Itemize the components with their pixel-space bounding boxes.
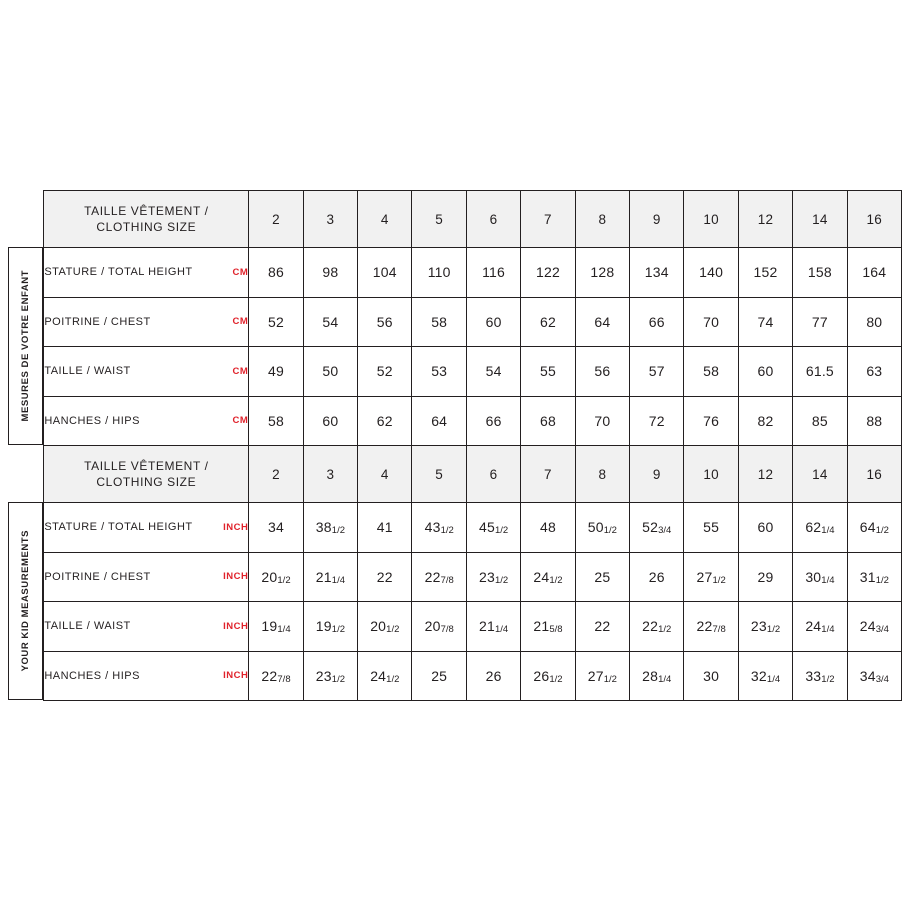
measurement-value: 88 [847, 396, 901, 446]
measurement-row-label [44, 297, 249, 347]
value-whole: 48 [539, 519, 556, 536]
value-whole: 25 [431, 667, 448, 684]
value-fraction: 1/2 [331, 624, 345, 636]
table-row [44, 396, 902, 446]
size-header-cell: 3 [303, 191, 357, 248]
measurement-value: 62 [521, 297, 575, 347]
measurement-value: 77 [793, 297, 847, 347]
measurement-value: 60 [303, 396, 357, 446]
measurement-unit: INCH [223, 670, 249, 682]
value-whole: 22 [696, 618, 713, 635]
measurement-value: 134 [630, 248, 684, 298]
value-fraction: 1/4 [494, 624, 509, 636]
value-whole: 27 [696, 568, 713, 585]
measurement-value [738, 552, 792, 602]
measurement-value: 57 [630, 347, 684, 397]
value-whole: 45 [478, 519, 495, 536]
measurement-value [521, 503, 575, 553]
measurement-value: 54 [303, 297, 357, 347]
measurement-value: 80 [847, 297, 901, 347]
size-header-cell: 8 [575, 191, 629, 248]
measurement-value: 64 [412, 396, 466, 446]
measurement-value: 140 [684, 248, 738, 298]
table-row [44, 297, 902, 347]
value-fraction: 1/4 [821, 525, 835, 537]
value-fraction: 1/2 [440, 525, 454, 537]
measurement-value [521, 552, 575, 602]
size-header-cell: 10 [684, 446, 738, 503]
value-fraction: 1/2 [386, 624, 400, 636]
value-fraction: 1/4 [277, 624, 291, 636]
value-fraction: 1/2 [603, 673, 617, 685]
value-whole: 24 [370, 667, 387, 684]
measurement-value [738, 503, 792, 553]
measurement-value [249, 552, 303, 602]
measurement-value: 68 [521, 396, 575, 446]
value-whole: 20 [424, 618, 441, 635]
measurement-value: 110 [412, 248, 466, 298]
measurement-value: 66 [466, 396, 520, 446]
measurement-value [412, 602, 466, 652]
measurement-value [847, 552, 901, 602]
size-header-cell: 10 [684, 191, 738, 248]
measurement-value: 85 [793, 396, 847, 446]
measurement-value: 164 [847, 248, 901, 298]
value-fraction: 7/8 [440, 624, 454, 636]
measurement-value [575, 552, 629, 602]
value-whole: 64 [859, 519, 876, 536]
value-fraction: 1/2 [549, 574, 563, 586]
measurement-value [412, 552, 466, 602]
measurement-value [466, 552, 520, 602]
value-whole: 22 [424, 568, 441, 585]
size-header-cell: 2 [249, 446, 303, 503]
measurement-value: 158 [793, 248, 847, 298]
measurement-value [684, 552, 738, 602]
side-label-column [8, 190, 43, 701]
clothing-size-header-label: TAILLE VÊTEMENT / CLOTHING SIZE [44, 446, 249, 503]
measurement-name: HANCHES / HIPS [44, 414, 140, 427]
value-whole: 33 [805, 667, 822, 684]
value-fraction: 1/2 [875, 574, 889, 586]
measurement-value [358, 503, 412, 553]
value-whole: 60 [757, 519, 774, 536]
side-label-text: YOUR KID MEASUREMENTS [20, 530, 32, 672]
measurement-value [847, 651, 901, 701]
measurement-unit: CM [232, 365, 249, 377]
measurement-unit: CM [232, 266, 249, 278]
table-row [44, 248, 902, 298]
value-whole: 29 [757, 568, 774, 585]
measurement-value: 64 [575, 297, 629, 347]
measurement-name: POITRINE / CHEST [44, 315, 151, 328]
size-header-cell: 6 [466, 191, 520, 248]
value-fraction: 1/2 [494, 574, 509, 586]
measurement-value: 70 [575, 396, 629, 446]
measurement-value [303, 602, 357, 652]
size-chart-table [43, 190, 902, 701]
measurement-value: 128 [575, 248, 629, 298]
value-whole: 23 [315, 667, 332, 684]
value-fraction: 1/4 [331, 574, 345, 586]
measurement-value [358, 552, 412, 602]
value-whole: 50 [587, 519, 604, 536]
side-label-kid-measurements-fr [8, 247, 43, 445]
measurement-unit: CM [232, 316, 249, 328]
value-fraction: 1/2 [603, 525, 617, 537]
measurement-value: 61.5 [793, 347, 847, 397]
value-fraction: 1/2 [658, 624, 672, 636]
value-fraction: 3/4 [658, 525, 672, 537]
measurement-value: 66 [630, 297, 684, 347]
value-whole: 22 [642, 618, 659, 635]
measurement-value [738, 602, 792, 652]
size-header-cell: 3 [303, 446, 357, 503]
size-header-cell: 4 [358, 191, 412, 248]
measurement-value: 58 [412, 297, 466, 347]
side-label-kid-measurements-en [8, 502, 43, 700]
measurement-value: 152 [738, 248, 792, 298]
measurement-value [630, 602, 684, 652]
value-whole: 55 [703, 519, 720, 536]
size-header-cell: 16 [847, 446, 901, 503]
measurement-value: 104 [358, 248, 412, 298]
value-fraction: 1/2 [875, 525, 889, 537]
measurement-row-label [44, 651, 249, 701]
measurement-value: 54 [466, 347, 520, 397]
value-fraction: 7/8 [440, 574, 454, 586]
value-whole: 19 [261, 618, 278, 635]
measurement-value [575, 651, 629, 701]
measurement-value [303, 552, 357, 602]
measurement-unit: CM [232, 415, 249, 427]
measurement-value: 116 [466, 248, 520, 298]
value-whole: 21 [533, 618, 550, 635]
value-whole: 30 [805, 568, 822, 585]
measurement-value: 56 [358, 297, 412, 347]
measurement-value: 58 [249, 396, 303, 446]
measurement-value: 70 [684, 297, 738, 347]
size-header-cell: 2 [249, 191, 303, 248]
value-fraction: 1/2 [331, 525, 345, 537]
measurement-value [466, 503, 520, 553]
size-header-cell: 9 [630, 191, 684, 248]
measurement-value: 122 [521, 248, 575, 298]
measurement-value: 62 [358, 396, 412, 446]
value-whole: 27 [587, 667, 604, 684]
value-fraction: 7/8 [712, 624, 726, 636]
measurement-value [249, 651, 303, 701]
value-fraction: 1/2 [549, 673, 563, 685]
measurement-value [358, 651, 412, 701]
measurement-value [466, 602, 520, 652]
value-whole: 41 [376, 519, 393, 536]
value-whole: 20 [370, 618, 387, 635]
measurement-value [521, 602, 575, 652]
measurement-value [303, 651, 357, 701]
measurement-name: STATURE / TOTAL HEIGHT [44, 266, 193, 279]
value-whole: 23 [750, 618, 767, 635]
measurement-unit: INCH [223, 521, 249, 533]
measurement-value [412, 503, 466, 553]
measurement-value: 52 [358, 347, 412, 397]
measurement-value: 56 [575, 347, 629, 397]
value-fraction: 3/4 [875, 673, 889, 685]
measurement-value: 60 [466, 297, 520, 347]
size-header-cell: 5 [412, 191, 466, 248]
size-header-row [44, 446, 902, 503]
measurement-value: 98 [303, 248, 357, 298]
measurement-name: HANCHES / HIPS [44, 669, 140, 682]
size-header-cell: 7 [521, 191, 575, 248]
clothing-size-header-label: TAILLE VÊTEMENT / CLOTHING SIZE [44, 191, 249, 248]
value-whole: 26 [648, 568, 665, 585]
measurement-value [684, 503, 738, 553]
measurement-value: 60 [738, 347, 792, 397]
value-fraction: 1/4 [821, 624, 835, 636]
measurement-value: 53 [412, 347, 466, 397]
value-fraction: 1/4 [766, 673, 781, 685]
value-fraction: 1/2 [766, 624, 781, 636]
measurement-value [847, 503, 901, 553]
measurement-value [575, 602, 629, 652]
measurement-value [575, 503, 629, 553]
value-whole: 22 [261, 667, 278, 684]
value-whole: 21 [315, 568, 332, 585]
measurement-value [303, 503, 357, 553]
measurement-value: 82 [738, 396, 792, 446]
measurement-value [412, 651, 466, 701]
value-fraction: 7/8 [277, 673, 291, 685]
value-fraction: 1/2 [494, 525, 509, 537]
value-fraction: 1/2 [331, 673, 345, 685]
measurement-value [630, 552, 684, 602]
measurement-value [684, 651, 738, 701]
measurement-row-label [44, 552, 249, 602]
size-header-cell: 6 [466, 446, 520, 503]
measurement-value [630, 651, 684, 701]
value-whole: 24 [805, 618, 822, 635]
measurement-value [521, 651, 575, 701]
measurement-row-label [44, 602, 249, 652]
value-whole: 43 [424, 519, 441, 536]
value-fraction: 1/2 [712, 574, 726, 586]
measurement-row-label [44, 396, 249, 446]
size-header-cell: 12 [738, 446, 792, 503]
measurement-value: 52 [249, 297, 303, 347]
value-whole: 32 [750, 667, 767, 684]
measurement-value: 49 [249, 347, 303, 397]
measurement-value [847, 602, 901, 652]
table-row [44, 347, 902, 397]
measurement-value [249, 602, 303, 652]
value-fraction: 1/2 [277, 574, 291, 586]
measurement-value: 58 [684, 347, 738, 397]
size-header-cell: 4 [358, 446, 412, 503]
value-fraction: 3/4 [875, 624, 889, 636]
value-whole: 26 [485, 667, 502, 684]
value-fraction: 1/4 [658, 673, 672, 685]
size-header-cell: 14 [793, 446, 847, 503]
value-whole: 34 [859, 667, 876, 684]
value-whole: 22 [594, 618, 611, 635]
measurement-row-label [44, 503, 249, 553]
value-whole: 21 [478, 618, 495, 635]
measurement-value: 74 [738, 297, 792, 347]
value-fraction: 1/4 [821, 574, 835, 586]
measurement-value [684, 602, 738, 652]
measurement-value: 50 [303, 347, 357, 397]
measurement-name: TAILLE / WAIST [44, 365, 131, 378]
value-whole: 62 [805, 519, 822, 536]
measurement-value [249, 503, 303, 553]
side-label-text: MESURES DE VOTRE ENFANT [20, 270, 32, 422]
value-whole: 31 [859, 568, 876, 585]
size-header-cell: 9 [630, 446, 684, 503]
measurement-value: 55 [521, 347, 575, 397]
value-whole: 19 [315, 618, 332, 635]
size-header-cell: 5 [412, 446, 466, 503]
table-row [44, 651, 902, 701]
size-header-cell: 14 [793, 191, 847, 248]
measurement-value: 76 [684, 396, 738, 446]
size-header-cell: 8 [575, 446, 629, 503]
value-whole: 52 [642, 519, 659, 536]
size-chart [8, 190, 902, 701]
measurement-unit: INCH [223, 571, 249, 583]
value-whole: 20 [261, 568, 278, 585]
measurement-value [358, 602, 412, 652]
value-whole: 38 [315, 519, 332, 536]
value-whole: 24 [859, 618, 876, 635]
measurement-name: STATURE / TOTAL HEIGHT [44, 521, 193, 534]
measurement-value: 63 [847, 347, 901, 397]
value-whole: 23 [478, 568, 495, 585]
measurement-value [793, 602, 847, 652]
measurement-name: POITRINE / CHEST [44, 570, 151, 583]
measurement-value: 86 [249, 248, 303, 298]
measurement-value [466, 651, 520, 701]
measurement-name: TAILLE / WAIST [44, 620, 131, 633]
measurement-value [738, 651, 792, 701]
measurement-row-label [44, 248, 249, 298]
value-whole: 24 [533, 568, 550, 585]
value-fraction: 5/8 [549, 624, 563, 636]
measurement-unit: INCH [223, 620, 249, 632]
value-whole: 26 [533, 667, 550, 684]
size-header-cell: 16 [847, 191, 901, 248]
table-row [44, 552, 902, 602]
measurement-value [630, 503, 684, 553]
value-whole: 30 [703, 667, 720, 684]
measurement-value: 72 [630, 396, 684, 446]
size-header-cell: 7 [521, 446, 575, 503]
size-header-cell: 12 [738, 191, 792, 248]
table-row [44, 503, 902, 553]
value-fraction: 1/2 [386, 673, 400, 685]
measurement-value [793, 503, 847, 553]
value-whole: 25 [594, 568, 611, 585]
measurement-row-label [44, 347, 249, 397]
size-header-row [44, 191, 902, 248]
value-fraction: 1/2 [821, 673, 835, 685]
value-whole: 22 [376, 568, 393, 585]
measurement-value [793, 552, 847, 602]
value-whole: 28 [642, 667, 659, 684]
measurement-value [793, 651, 847, 701]
value-whole: 34 [268, 519, 284, 536]
table-row [44, 602, 902, 652]
